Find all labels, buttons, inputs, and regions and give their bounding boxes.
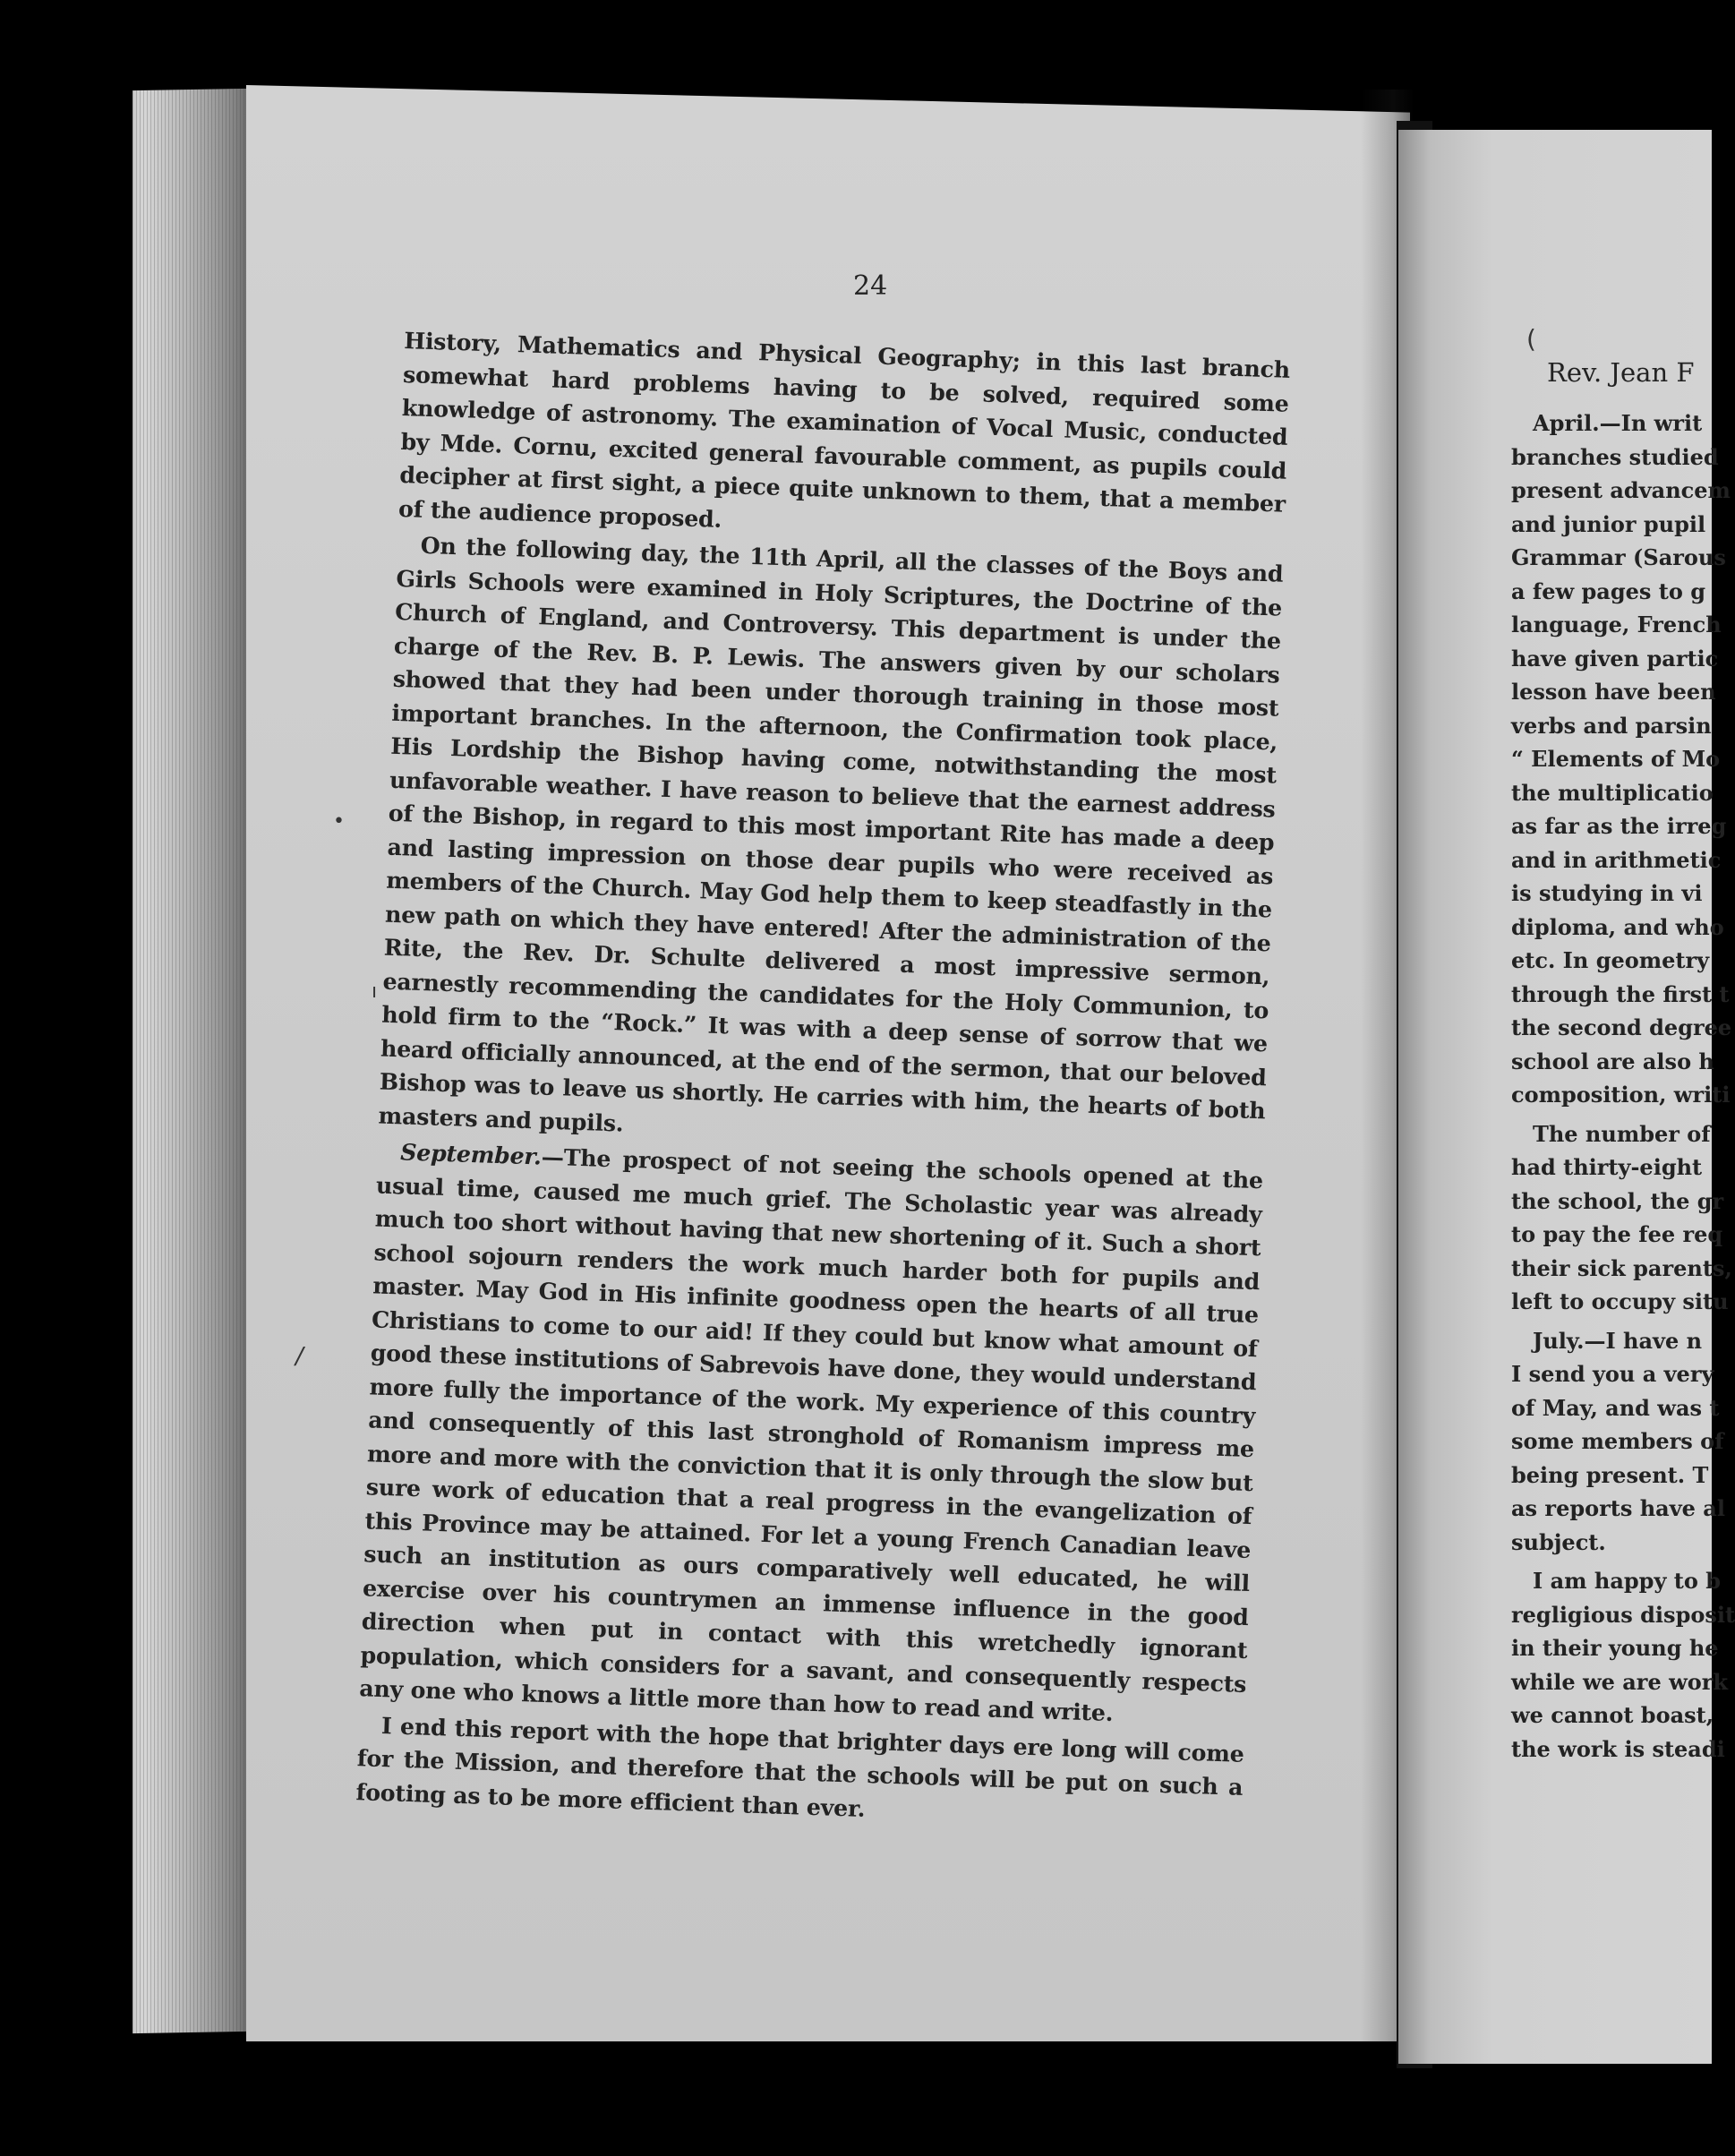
right-page-line: April.—In writ	[1533, 410, 1703, 436]
right-page-line: the multiplicatio	[1511, 779, 1714, 806]
right-page-line: Grammar (Sarous	[1511, 544, 1726, 570]
right-page-line: language, French	[1511, 612, 1722, 637]
right-page-line: a few pages to g	[1511, 578, 1705, 604]
right-page-line: their sick parents,	[1511, 1254, 1732, 1281]
right-page-line: subject.	[1511, 1528, 1606, 1555]
right-page-heading: Rev. Jean F	[1547, 357, 1695, 388]
right-page-line: to pay the fee req	[1511, 1221, 1723, 1247]
margin-mark-slash: /	[295, 1343, 303, 1370]
right-page-line: left to occupy situ	[1511, 1288, 1729, 1314]
right-page-line: as reports have al	[1511, 1495, 1725, 1521]
right-page-line: composition, writi	[1511, 1082, 1731, 1108]
right-page-line: being present. T	[1511, 1461, 1709, 1488]
september-text: —The prospect of not seeing the schools opened at the usual time, caused me much grief. The Scholastic year was already much too short without having that new shortening of it. Such a short school sojourn renders the work much harder both for pupils and master. May God in His infinite goodness open the hearts of all true Christians to come to our aid! If they could but know what amount of good these institutions of Sabrevois have done, they would understand more fully the importance of the work. My experience of this country and consequently of this last stronghold of Romanism impress me more and more with the conviction that it is only through the slow but sure work of education that a real progress in the evangelization of this Province may be attained. For let a young French Canadian leave such an institution as ours comparatively well educated, he will exercise over his countrymen an immense influence in the good direction when put in contact with this wretchedly ignorant population, which considers for a savant, and consequently respects any one who knows a little more than how to read and write.	[358, 1142, 1264, 1727]
right-page-line: “ Elements of Mo	[1511, 746, 1721, 772]
right-page-line: I am happy to b	[1533, 1568, 1721, 1594]
right-page-line: regligious disposit	[1511, 1601, 1735, 1628]
right-page-line: through the first t	[1511, 980, 1730, 1007]
paragraph-april-examination: On the following day, the 11th April, all the classes of the Boys and Girls Schools were examined in Holy Scriptures, the Doctrine of the Church of England, and Controversy. This department is under the charge of the Rev. B. P. Lewis. The answers given by our scholars showed that they had been under thorough training in those most important branches. In the afternoon, the Confirmation took place, His Lordship the Bishop having come, notwithstanding the most unfavorable weather. I have reason to believe that the earnest address of the Bishop, in regard to this most important Rite has made a deep and lasting impression on those dear pupils who were received as members of the Church. May God help them to keep steadfastly in the new path on which they have entered! After the administration of the Rite, the Rev. Dr. Schulte delivered a most impressive sermon, earnestly recommending the candidates for the Holy Communion, to hold firm to the “Rock.” It was with a deep sense of sorrow that we heard officially announced, at the end of the sermon, that our beloved Bishop was to leave us shortly. He carries with him, the hearts of both masters and pupils.	[378, 531, 1284, 1137]
left-page-text	[355, 324, 1291, 1841]
right-margin-mark: (	[1526, 324, 1536, 354]
right-page-line: I send you a very	[1511, 1361, 1714, 1387]
right-page-line: July.—I have n	[1533, 1327, 1703, 1354]
right-page-line: the work is steadi	[1511, 1735, 1725, 1762]
paragraph-history: History, Mathematics and Physical Geography; in this last branch somewhat hard problems having to be solved, required some knowledge of astronomy. The examination of Vocal Music, conducted by Mde. Cornu, excited general favourable comment, as pupils could decipher at first sight, a piece quite unknown to them, that a member of the audience proposed.	[397, 326, 1291, 533]
right-page-line: of May, and was t	[1511, 1394, 1720, 1421]
right-page-line: school are also h	[1511, 1048, 1714, 1074]
september-label: September.	[399, 1138, 543, 1170]
right-page-line: branches studied	[1511, 443, 1719, 470]
right-page-line: is studying in vi	[1511, 880, 1703, 906]
right-page-line: and in arithmetic	[1511, 846, 1722, 873]
page-number: 24	[853, 270, 888, 302]
right-page-line: while we are work	[1511, 1668, 1729, 1695]
right-page-line: lesson have been	[1511, 679, 1716, 705]
right-page-line: as far as the irreg	[1511, 813, 1727, 839]
right-page-line: we cannot boast,	[1511, 1702, 1714, 1728]
right-page-line: etc. In geometry	[1511, 947, 1710, 973]
right-page-line: verbs and parsin	[1511, 712, 1712, 739]
right-page-line: and junior pupil	[1511, 510, 1706, 537]
margin-mark-dot: •	[333, 810, 345, 833]
margin-mark-tick: ı	[372, 980, 378, 1003]
page-edges	[132, 89, 249, 2033]
right-page-line: have given partic	[1511, 645, 1719, 672]
right-page-line: diploma, and who	[1511, 913, 1724, 940]
right-page-text	[1511, 356, 1735, 1766]
right-page-line: present advancem	[1511, 477, 1731, 503]
right-page-line: the school, the gr	[1511, 1187, 1724, 1214]
right-page-line: the second degree	[1511, 1014, 1732, 1040]
paragraph-september	[359, 1135, 1264, 1735]
right-page-line: some members of	[1511, 1428, 1724, 1454]
paragraph-closing: I end this report with the hope that brighter days ere long will come for the Mission, and therefore that the schools will be put on such a footing as to be more efficient than ever.	[355, 1711, 1245, 1822]
right-page-line: had thirty-eight	[1511, 1154, 1703, 1180]
page-edge-lines	[132, 89, 249, 2033]
right-page-line: The number of	[1533, 1120, 1711, 1147]
right-page-line: in their young he	[1511, 1635, 1719, 1661]
